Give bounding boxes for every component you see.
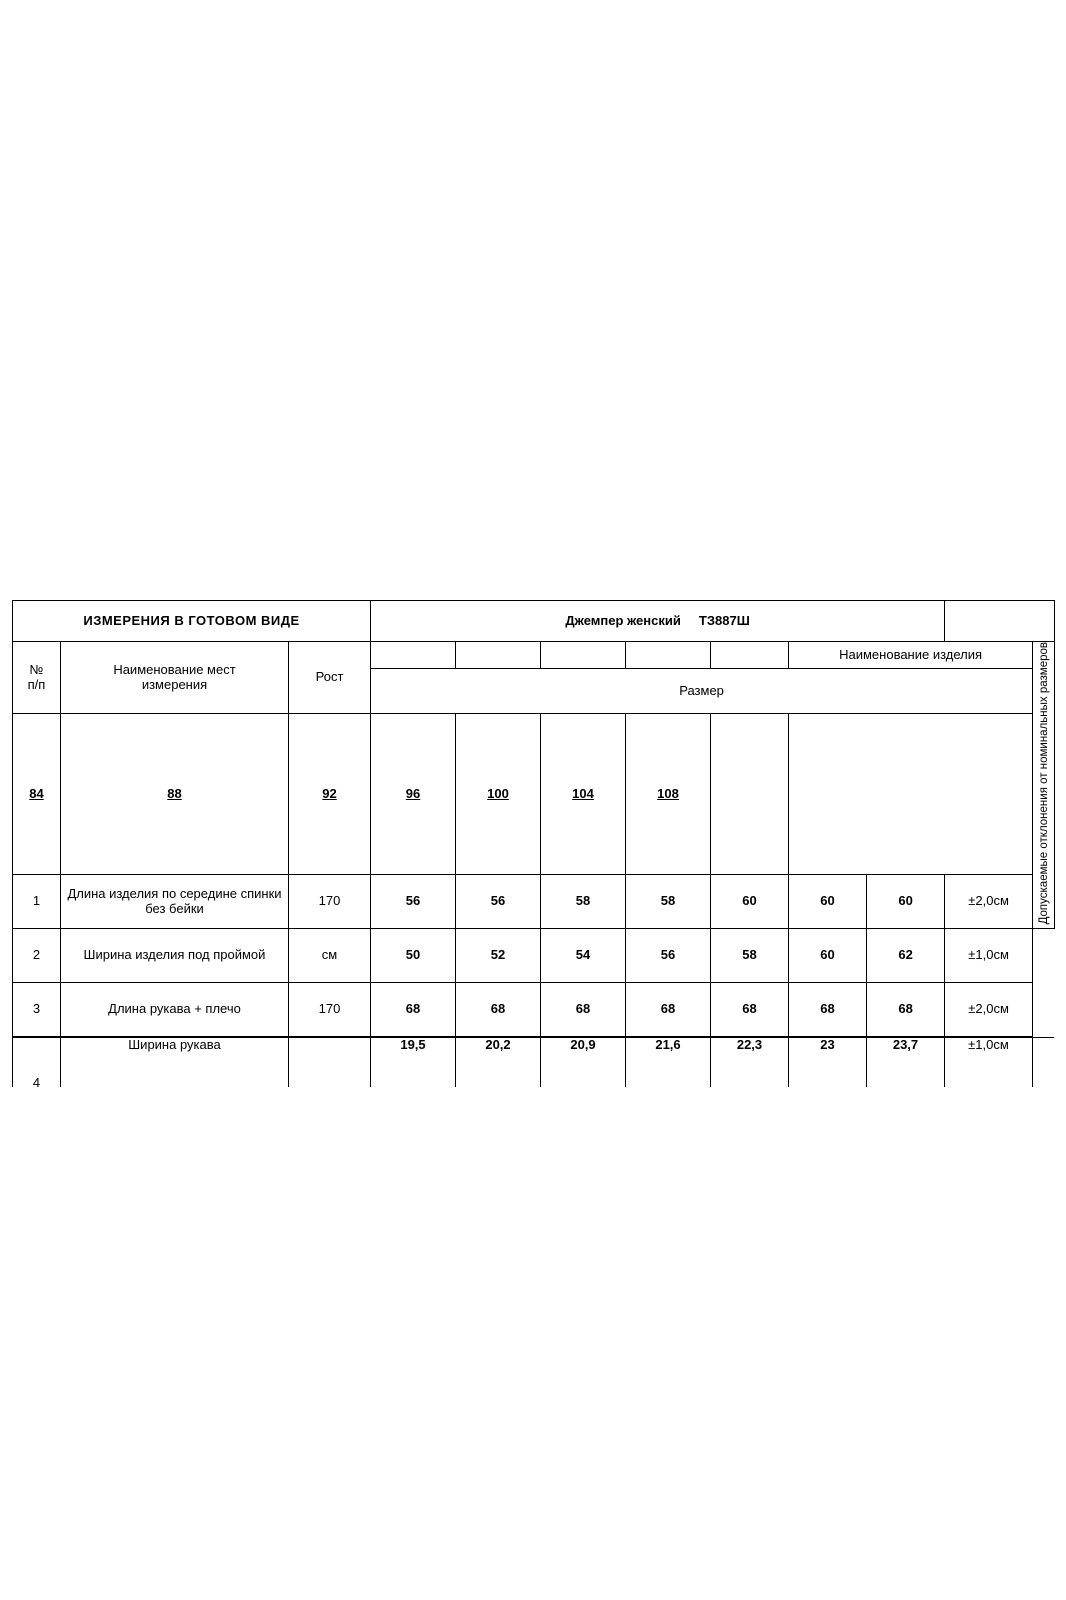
row1-val-108: 60 (867, 875, 945, 929)
row2-rost: см (289, 929, 371, 983)
row3-name: Длина рукава + плечо (61, 983, 289, 1037)
title-row (13, 601, 1055, 642)
row4-deviation-vertical-spacer (1033, 1038, 1055, 1088)
dev-l1: Допускаемые (1037, 851, 1050, 925)
row4-name: Ширина рукава (61, 1038, 289, 1088)
dev-l4: размеров (1037, 642, 1050, 694)
measurements-table-last-row (12, 1037, 1054, 1087)
row3-val-104: 68 (789, 983, 867, 1037)
row1-val-104: 60 (789, 875, 867, 929)
row4-val-84: 19,5 (371, 1038, 456, 1088)
row4-val-96: 21,6 (626, 1038, 711, 1088)
table-row (13, 1038, 1055, 1088)
table-row (13, 929, 1055, 983)
row2-deviation: ±1,0см (945, 929, 1033, 983)
measurement-sheet (12, 600, 1054, 1087)
row3-val-92: 68 (541, 983, 626, 1037)
row3-no: 3 (13, 983, 61, 1037)
row1-val-100: 60 (711, 875, 789, 929)
caption-spacer-2 (456, 642, 541, 669)
product-article: ТЗ887Ш (698, 612, 750, 628)
table-row (13, 983, 1055, 1037)
row3-rost: 170 (289, 983, 371, 1037)
row1-deviation: ±2,0см (945, 875, 1033, 929)
title-right-spacer (945, 601, 1055, 642)
row2-val-84: 50 (371, 929, 456, 983)
header-number (13, 642, 61, 714)
header-measurement-place (61, 642, 289, 714)
row4-no: 4 (13, 1038, 61, 1088)
row1-val-84: 56 (371, 875, 456, 929)
row3-deviation: ±2,0см (945, 983, 1033, 1037)
table-row (13, 875, 1055, 929)
row3-val-108: 68 (867, 983, 945, 1037)
size-108: 108 (626, 714, 711, 875)
row3-val-84: 68 (371, 983, 456, 1037)
dev-l2: отклонения от (1037, 772, 1050, 849)
row2-val-108: 62 (867, 929, 945, 983)
size-100: 100 (456, 714, 541, 875)
caption-spacer-4 (626, 642, 711, 669)
size-104: 104 (541, 714, 626, 875)
row4-val-100: 22,3 (711, 1038, 789, 1088)
row1-val-96: 58 (626, 875, 711, 929)
row4-val-92: 20,9 (541, 1038, 626, 1088)
row2-val-96: 56 (626, 929, 711, 983)
header-height: Рост (289, 642, 371, 714)
row4-val-88: 20,2 (456, 1038, 541, 1088)
row4-val-108: 23,7 (867, 1038, 945, 1088)
row2-val-104: 60 (789, 929, 867, 983)
row3-val-88: 68 (456, 983, 541, 1037)
row1-val-88: 56 (456, 875, 541, 929)
header-deviation-vertical (1033, 642, 1055, 929)
dev-l3: номинальных (1037, 696, 1050, 770)
row4-rost (289, 1038, 371, 1088)
caption-row (13, 642, 1055, 669)
header-deviation-text (1038, 642, 1050, 924)
row1-name: Длина изделия по середине спинки без бейки (61, 875, 289, 929)
row2-val-100: 58 (711, 929, 789, 983)
caption-spacer-1 (371, 642, 456, 669)
size-84: 84 (13, 714, 61, 875)
row1-val-92: 58 (541, 875, 626, 929)
deviation-header-spacer (711, 714, 789, 875)
caption-product-name-label: Наименование изделия (789, 642, 1033, 669)
measurements-table (12, 600, 1055, 1037)
row2-val-88: 52 (456, 929, 541, 983)
header-place-line2: измерения (141, 676, 208, 692)
size-92: 92 (289, 714, 371, 875)
title-left: ИЗМЕРЕНИЯ В ГОТОВОМ ВИДЕ (13, 601, 371, 642)
row3-val-100: 68 (711, 983, 789, 1037)
product-name: Джемпер женский (565, 612, 681, 628)
size-96: 96 (371, 714, 456, 875)
header-number-line1: № (29, 661, 44, 677)
row4-val-104: 23 (789, 1038, 867, 1088)
size-numbers-row (13, 714, 1055, 875)
row3-val-96: 68 (626, 983, 711, 1037)
row1-no: 1 (13, 875, 61, 929)
last-row-clip (12, 1037, 1054, 1087)
header-number-line2: п/п (27, 676, 46, 692)
row2-val-92: 54 (541, 929, 626, 983)
product-title (371, 601, 945, 642)
row1-rost: 170 (289, 875, 371, 929)
row2-name: Ширина изделия под проймой (61, 929, 289, 983)
caption-spacer-3 (541, 642, 626, 669)
row4-deviation: ±1,0см (945, 1038, 1033, 1088)
header-place-line1: Наименование мест (113, 661, 236, 677)
header-size-group: Размер (371, 669, 1033, 714)
size-88: 88 (61, 714, 289, 875)
row2-no: 2 (13, 929, 61, 983)
caption-spacer-5 (711, 642, 789, 669)
